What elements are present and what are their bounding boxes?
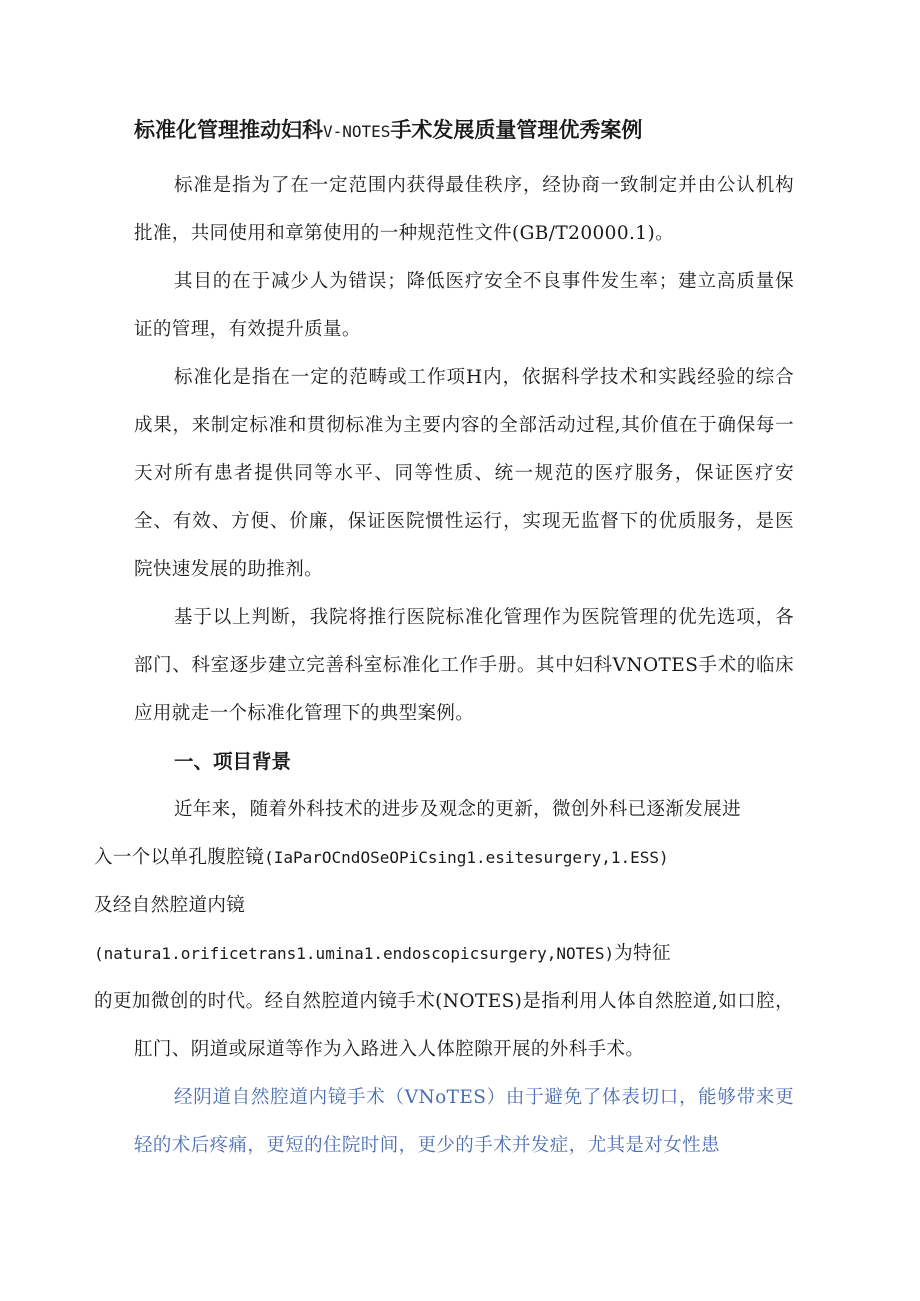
title-code: V-NOTES: [323, 122, 391, 141]
background-rest: 的更加微创的时代。经自然腔道内镜手术(NOTES)是指利用人体自然腔道,如口腔，肛门、阴道或尿道等作为入路进入人体腔隙开展的外科手术。: [94, 991, 794, 1060]
background-line-2-code: (IaParOCndOSeOPiCsing1.esitesurgery,1.ESS): [264, 848, 669, 867]
background-line-4-code: (natura1.orificetrans1.umina1.endoscopicsurgery,NOTES): [94, 944, 615, 963]
document-body: [94, 112, 794, 1170]
paragraph-background: [94, 786, 794, 1074]
background-line-4-suffix: 为特征: [614, 943, 671, 964]
title-prefix: 标准化管理推动妇科: [134, 118, 323, 142]
document-title: [134, 112, 794, 150]
background-line-3: 及经自然腔道内镜: [94, 895, 246, 916]
paragraph-purpose: 其目的在于减少人为错误；降低医疗安全不良事件发生率；建立高质量保证的管理，有效提升质量。: [134, 271, 794, 340]
title-suffix: 手术发展质量管理优秀案例: [390, 118, 643, 142]
paragraph-standard-definition: 标准是指为了在一定范围内获得最佳秩序，经协商一致制定并由公认机构批准，共同使用和章第使用的一种规范性文件(GB/T20000.1)。: [134, 175, 794, 244]
background-line-2-prefix: 入一个以单孔腹腔镜: [94, 847, 265, 868]
section-heading: 一、项目背景: [174, 750, 292, 773]
paragraph-hospital-judgement: 基于以上判断，我院将推行医院标准化管理作为医院管理的优先选项，各部门、科室逐步建立完善科室标准化工作手册。其中妇科VNOTES手术的临床应用就走一个标准化管理下的典型案例。: [134, 607, 794, 724]
background-line-1: 近年来，随着外科技术的进步及观念的更新，微创外科已逐渐发展进: [174, 799, 742, 820]
paragraph-standardization: 标准化是指在一定的范畴或工作项H内，依据科学技术和实践经验的综合成果，来制定标准和贯彻标准为主要内容的全部活动过程,其价值在于确保每一天对所有患者提供同等水平、同等性质、统一规范的医疗服务，保证医疗安全、有效、方便、价廉，保证医院惯性运行，实现无监督下的优质服务，是医院快速发展的助推剂。: [134, 367, 794, 580]
paragraph-vnotes-benefits: 经阴道自然腔道内镜手术（VNoTES）由于避免了体表切口，能够带来更轻的术后疼痛，更短的住院时间，更少的手术并发症，尤其是对女性患: [134, 1087, 794, 1156]
